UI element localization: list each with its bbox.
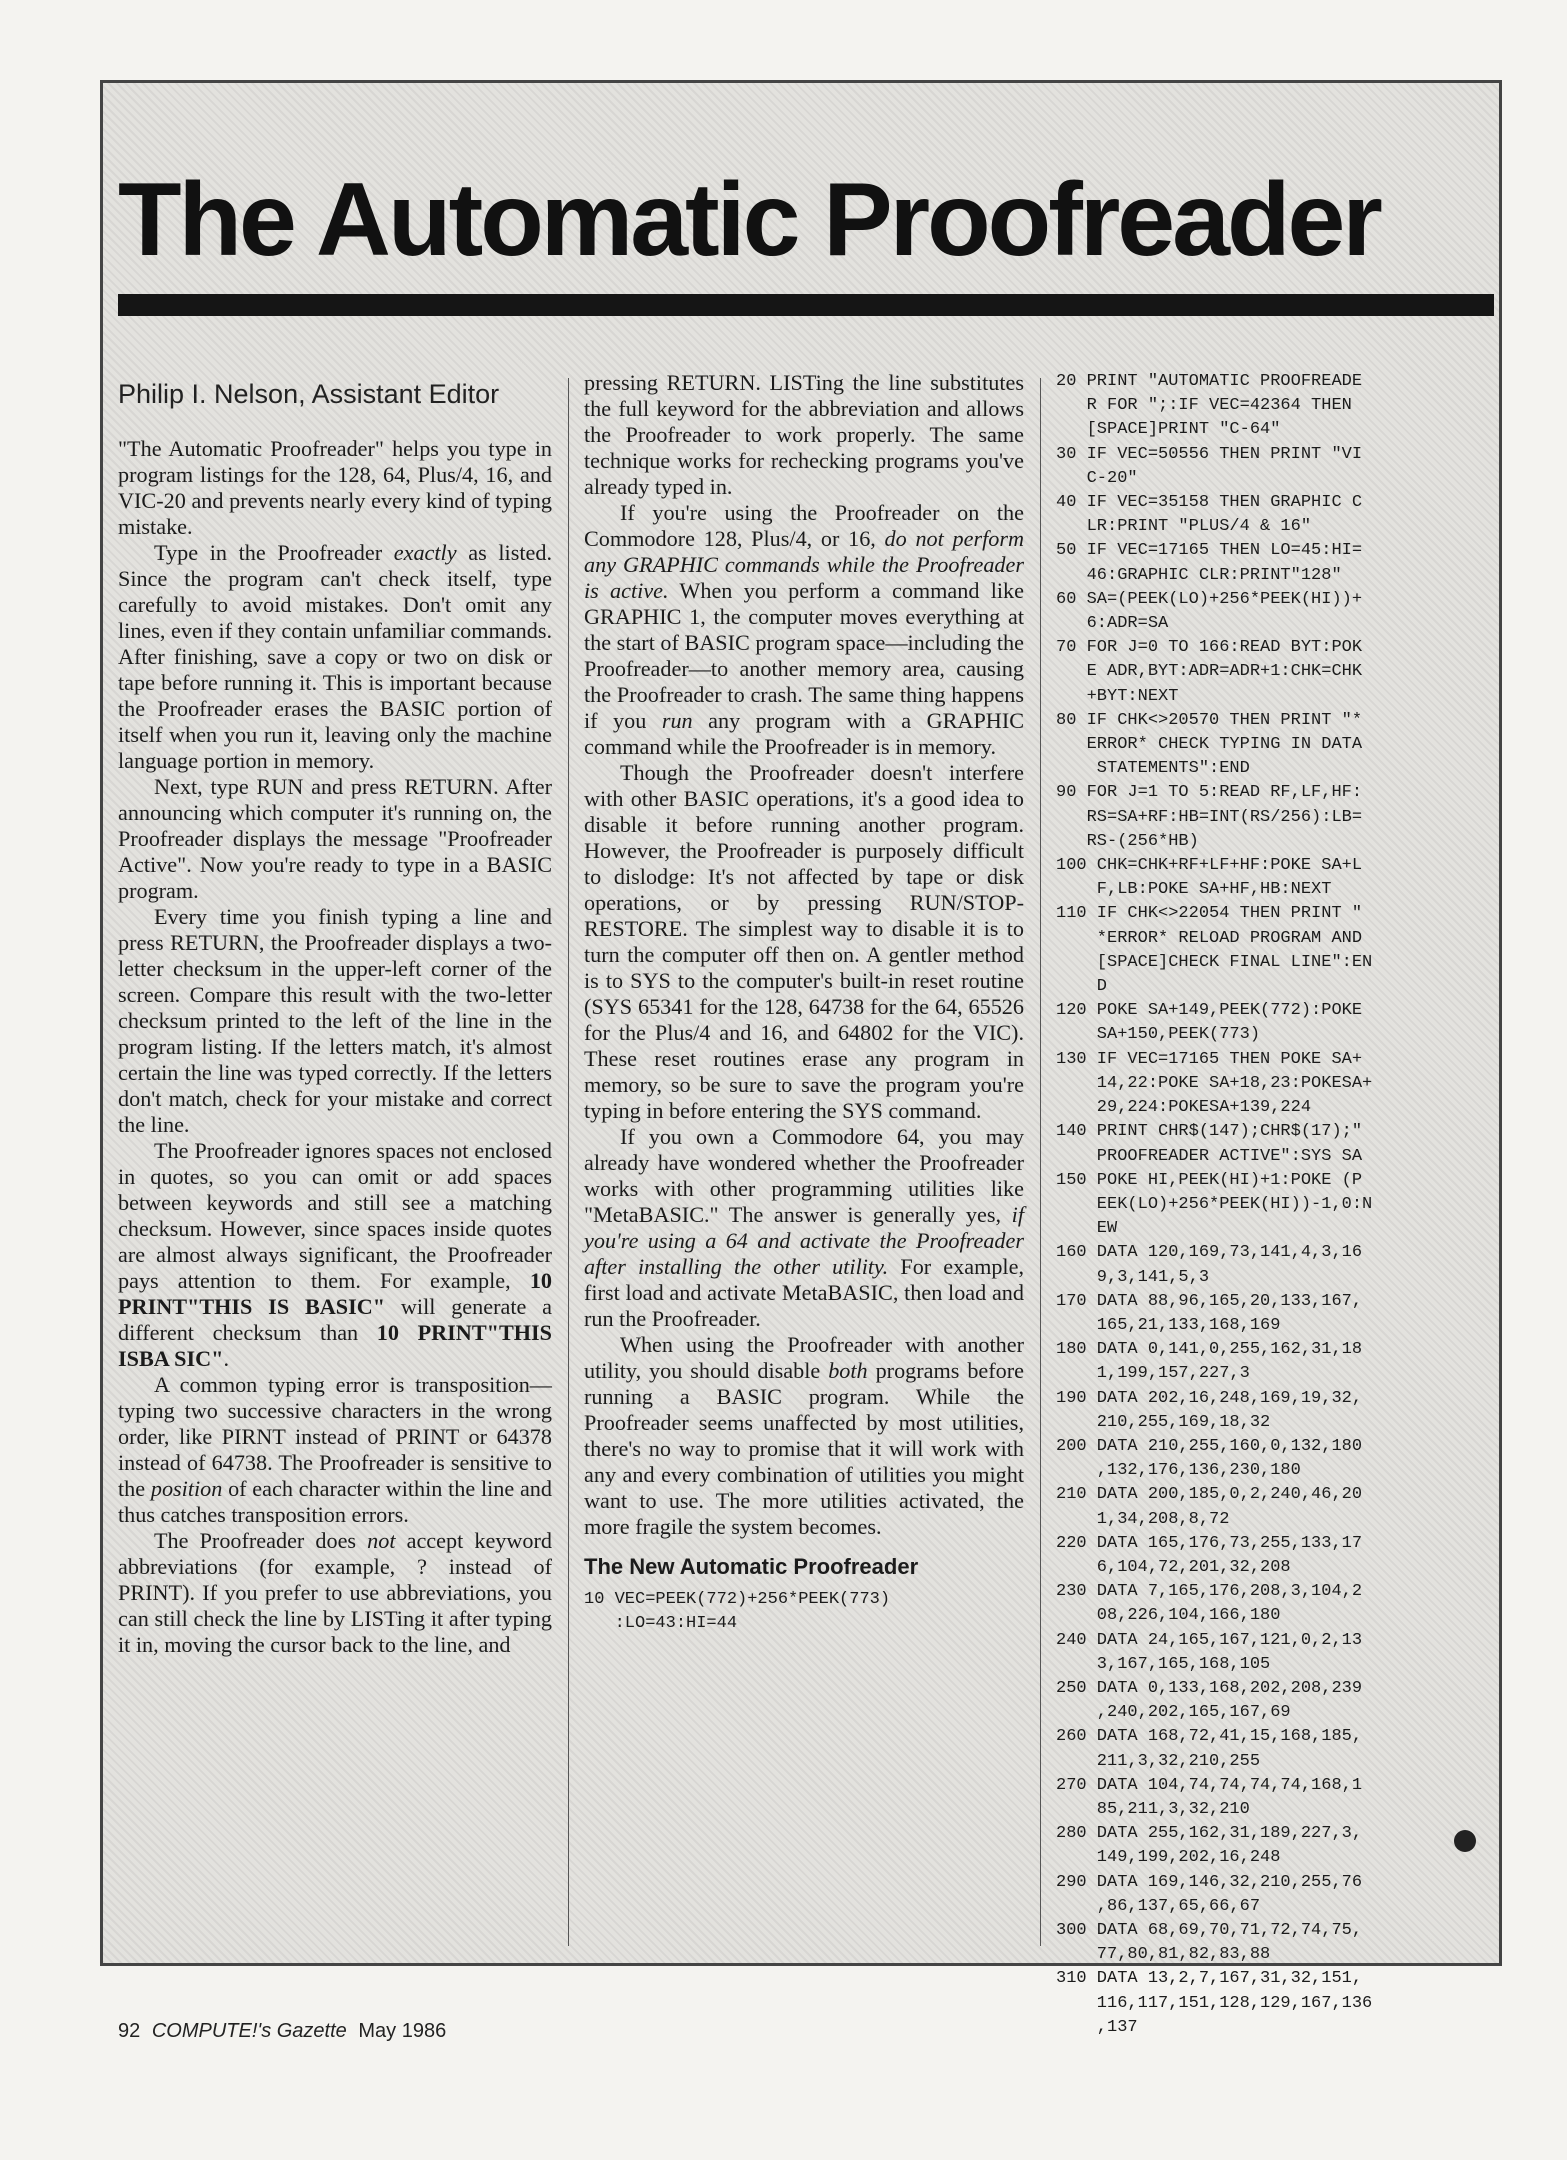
code-line: 6,104,72,201,32,208	[1056, 1557, 1291, 1577]
code-line: 140 PRINT CHR$(147);CHR$(17);"	[1056, 1122, 1363, 1142]
code-line: D	[1056, 977, 1108, 997]
code-line: ,240,202,165,167,69	[1056, 1703, 1291, 1723]
code-line: EW	[1056, 1219, 1118, 1239]
code-line: 20 PRINT "AUTOMATIC PROOFREADE	[1056, 372, 1363, 391]
body-paragraph: The Proofreader does not accept keyword abbreviations (for example, ? instead of PRINT). If you prefer to use abbreviations, you can still check the line by LISTing it after typing it in, moving the cursor back to the line, and	[118, 1528, 552, 1658]
publication-name: COMPUTE!'s Gazette	[151, 2020, 347, 2042]
code-line: +BYT:NEXT	[1056, 686, 1179, 706]
code-line: 85,211,3,32,210	[1056, 1799, 1250, 1819]
code-line: 110 IF CHK<>22054 THEN PRINT "	[1056, 904, 1363, 924]
code-line: 200 DATA 210,255,160,0,132,180	[1056, 1436, 1363, 1456]
code-line: [SPACE]PRINT "C-64"	[1056, 420, 1281, 440]
code-line: [SPACE]CHECK FINAL LINE":EN	[1056, 952, 1373, 972]
code-line: ,132,176,136,230,180	[1056, 1461, 1301, 1481]
listing-column	[1056, 370, 1484, 2040]
code-line: 3,167,165,168,105	[1056, 1654, 1271, 1674]
byline: Philip I. Nelson, Assistant Editor	[118, 379, 500, 409]
body-paragraph: Every time you finish typing a line and press RETURN, the Proofreader displays a two-letter checksum in the upper-left corner of the screen. Compare this result with the two-letter checksum printed to the left of the line in the program listing. If the letters match, it's almost certain the line was typed correctly. If the letters don't match, check for your mistake and correct the line.	[118, 904, 552, 1138]
code-line: 30 IF VEC=50556 THEN PRINT "VI	[1056, 444, 1363, 464]
code-line: 165,21,133,168,169	[1056, 1315, 1281, 1335]
code-line: 46:GRAPHIC CLR:PRINT"128"	[1056, 565, 1342, 585]
code-line: ,137	[1056, 2017, 1138, 2037]
code-line: 190 DATA 202,16,248,169,19,32,	[1056, 1388, 1363, 1408]
code-line: 270 DATA 104,74,74,74,74,168,1	[1056, 1775, 1363, 1795]
code-line: 50 IF VEC=17165 THEN LO=45:HI=	[1056, 541, 1363, 561]
code-listing	[584, 1588, 1024, 1636]
code-line: 130 IF VEC=17165 THEN POKE SA+	[1056, 1049, 1363, 1069]
code-line: F,LB:POKE SA+HF,HB:NEXT	[1056, 880, 1332, 900]
code-line: 60 SA=(PEEK(LO)+256*PEEK(HI))+	[1056, 589, 1363, 609]
code-line: E ADR,BYT:ADR=ADR+1:CHK=CHK	[1056, 662, 1363, 682]
body-paragraph: A common typing error is transposition—typing two successive characters in the wrong order, like PIRNT instead of PRINT or 64378 instead of 64738. The Proofreader is sensitive to the position of each character within the line and thus catches transposition errors.	[118, 1372, 552, 1528]
body-paragraph: If you're using the Proofreader on the Commodore 128, Plus/4, or 16, do not perform any GRAPHIC commands while the Proofreader is active. When you perform a command like GRAPHIC 1, the computer moves everything at the start of BASIC program space—including the Proofreader—to another memory area, causing the Proofreader to crash. The same thing happens if you run any program with a GRAPHIC command while the Proofreader is in memory.	[584, 500, 1025, 759]
code-line: 210 DATA 200,185,0,2,240,46,20	[1056, 1485, 1363, 1505]
end-of-article-icon	[1454, 1830, 1476, 1852]
page-footer	[118, 2020, 446, 2043]
code-line: ,86,137,65,66,67	[1056, 1896, 1261, 1916]
article-title: The Automatic Proofreader	[118, 162, 1380, 278]
code-line: LR:PRINT "PLUS/4 & 16"	[1056, 517, 1312, 537]
code-line: 260 DATA 168,72,41,15,168,185,	[1056, 1727, 1363, 1747]
code-line: 90 FOR J=1 TO 5:READ RF,LF,HF:	[1056, 783, 1363, 803]
code-line: 29,224:POKESA+139,224	[1056, 1098, 1312, 1118]
code-line: 70 FOR J=0 TO 166:READ BYT:POK	[1056, 638, 1363, 658]
code-line: 211,3,32,210,255	[1056, 1751, 1261, 1771]
code-line: 220 DATA 165,176,73,255,133,17	[1056, 1533, 1363, 1553]
code-line: 1,34,208,8,72	[1056, 1509, 1230, 1529]
page-number: 92	[118, 2020, 141, 2042]
body-paragraph: pressing RETURN. LISTing the line substitutes the full keyword for the abbreviation and allows the Proofreader to work properly. The same technique works for rechecking programs you've already typed in.	[584, 370, 1024, 499]
code-line: 180 DATA 0,141,0,255,162,31,18	[1056, 1340, 1363, 1360]
code-line: EEK(LO)+256*PEEK(HI))-1,0:N	[1056, 1194, 1373, 1214]
code-line: *ERROR* RELOAD PROGRAM AND	[1056, 928, 1363, 948]
body-paragraph: If you own a Commodore 64, you may already have wondered whether the Proofreader works with other programming utilities like "MetaBASIC." The answer is generally yes, if you're using a 64 and activate the Proofreader after installing the other utility. For example, first load and activate MetaBASIC, then load and run the Proofreader.	[584, 1124, 1024, 1331]
text-column-2	[584, 370, 1024, 1636]
code-line: 170 DATA 88,96,165,20,133,167,	[1056, 1291, 1363, 1311]
code-line: 120 POKE SA+149,PEEK(772):POKE	[1056, 1001, 1363, 1021]
column-divider	[568, 378, 569, 1946]
body-paragraph: "The Automatic Proofreader" helps you type in program listings for the 128, 64, Plus/4, 16, and VIC-20 and prevents nearly every kind of typing mistake.	[118, 436, 552, 540]
code-line: 9,3,141,5,3	[1056, 1267, 1210, 1287]
body-paragraph: Though the Proofreader doesn't interfere with other BASIC operations, it's a good idea to disable it before running another program. However, the Proofreader is purposely difficult to dislodge: It's not affected by tape or disk operations, or by pressing RUN/STOP- RESTORE. The simplest way to disable it is to turn the computer off then on. A gentler method is to SYS to the computer's built-in reset routine (SYS 65341 for the 128, 64738 for the 64, 65526 for the Plus/4 and 16, and 64802 for the VIC). These reset routines erase any program in memory, so be sure to save the program you're typing in before entering the SYS command.	[584, 760, 1024, 1123]
code-line: ERROR* CHECK TYPING IN DATA	[1056, 735, 1363, 755]
code-line: C-20"	[1056, 468, 1138, 488]
body-paragraph: Type in the Proofreader exactly as listed. Since the program can't check itself, type carefully to avoid mistakes. Don't omit any lines, even if they contain unfamiliar commands. After finishing, save a copy or two on disk or tape before running it. This is important because the Proofreader erases the BASIC portion of itself when you run it, leaving only the machine language portion in memory.	[118, 540, 552, 774]
code-line: SA+150,PEEK(773)	[1056, 1025, 1261, 1045]
code-line: 230 DATA 7,165,176,208,3,104,2	[1056, 1582, 1363, 1602]
code-line: 240 DATA 24,165,167,121,0,2,13	[1056, 1630, 1363, 1650]
code-listing	[1056, 370, 1484, 2040]
code-line: 14,22:POKE SA+18,23:POKESA+	[1056, 1073, 1373, 1093]
code-line: RS-(256*HB)	[1056, 831, 1199, 851]
code-line: 6:ADR=SA	[1056, 614, 1169, 634]
code-line: 280 DATA 255,162,31,189,227,3,	[1056, 1824, 1363, 1844]
code-line: 150 POKE HI,PEEK(HI)+1:POKE (P	[1056, 1170, 1363, 1190]
code-line: PROOFREADER ACTIVE":SYS SA	[1056, 1146, 1363, 1166]
code-line: 100 CHK=CHK+RF+LF+HF:POKE SA+L	[1056, 856, 1363, 876]
code-line: 310 DATA 13,2,7,167,31,32,151,	[1056, 1969, 1363, 1989]
code-line: 77,80,81,82,83,88	[1056, 1945, 1271, 1965]
code-line: 210,255,169,18,32	[1056, 1412, 1271, 1432]
code-line: :LO=43:HI=44	[584, 1614, 738, 1634]
body-paragraph: Next, type RUN and press RETURN. After announcing which computer it's running on, the Proofreader displays the message "Proofreader Active". Now you're ready to type in a BASIC program.	[118, 774, 552, 904]
code-line: 08,226,104,166,180	[1056, 1606, 1281, 1626]
code-line: STATEMENTS":END	[1056, 759, 1250, 779]
column-divider	[1040, 378, 1041, 1946]
body-paragraph: When using the Proofreader with another utility, you should disable both programs before running a BASIC program. While the Proofreader seems unaffected by most utilities, there's no way to promise that it will work with any and every combination of utilities you might want to use. The more utilities activated, the more fragile the system becomes.	[584, 1332, 1024, 1539]
code-line: 290 DATA 169,146,32,210,255,76	[1056, 1872, 1363, 1892]
code-line: 149,199,202,16,248	[1056, 1848, 1281, 1868]
code-line: 80 IF CHK<>20570 THEN PRINT "*	[1056, 710, 1363, 730]
code-line: R FOR ";:IF VEC=42364 THEN	[1056, 396, 1352, 416]
code-line: 10 VEC=PEEK(772)+256*PEEK(773)	[584, 1590, 891, 1609]
code-line: 250 DATA 0,133,168,202,208,239	[1056, 1678, 1363, 1698]
code-line: RS=SA+RF:HB=INT(RS/256):LB=	[1056, 807, 1363, 827]
text-column-1	[118, 370, 552, 1658]
body-paragraph: The Proofreader ignores spaces not enclosed in quotes, so you can omit or add spaces between keywords and still see a matching checksum. However, since spaces inside quotes are almost always significant, the Proofreader pays attention to them. For example, 10 PRINT"THIS IS BASIC" will generate a different checksum than 10 PRINT"THIS ISBA SIC".	[118, 1138, 552, 1372]
title-rule	[118, 294, 1494, 316]
code-line: 1,199,157,227,3	[1056, 1364, 1250, 1384]
code-line: 300 DATA 68,69,70,71,72,74,75,	[1056, 1921, 1363, 1940]
code-line: 116,117,151,128,129,167,136	[1056, 1993, 1373, 2013]
listing-heading: The New Automatic Proofreader	[584, 1554, 919, 1579]
code-line: 40 IF VEC=35158 THEN GRAPHIC C	[1056, 493, 1363, 513]
issue-date: May 1986	[358, 2020, 447, 2042]
code-line: 160 DATA 120,169,73,141,4,3,16	[1056, 1243, 1363, 1263]
